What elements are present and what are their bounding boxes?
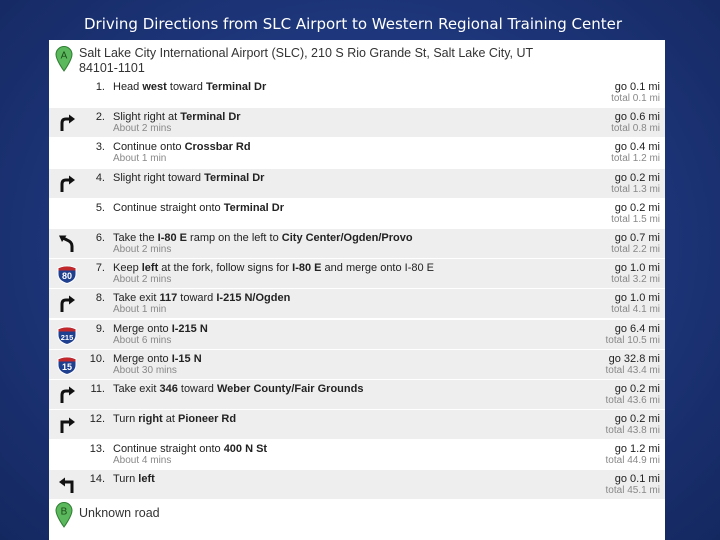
step-duration: About 1 min	[113, 304, 167, 316]
step-instruction	[113, 353, 202, 365]
step-number: 14.	[89, 473, 105, 486]
step-text: Continue onto	[113, 141, 185, 154]
direction-step[interactable]	[49, 169, 665, 198]
step-number: 13.	[89, 443, 105, 456]
ramp-left-icon	[57, 234, 77, 254]
step-total-distance: total 1.3 mi	[611, 183, 660, 195]
step-road-name: I-80 E	[292, 262, 322, 275]
step-text: Continue straight onto	[113, 443, 224, 456]
step-text: Slight right toward	[113, 171, 205, 184]
step-road-name: City Center/Ogden/Provo	[281, 231, 413, 244]
direction-step[interactable]	[49, 78, 665, 107]
directions-steps-list	[49, 78, 665, 501]
step-text: Take the	[113, 231, 158, 244]
slide-title: Driving Directions from SLC Airport to Western Regional Training Center	[83, 15, 622, 33]
step-distance: go 0.2 mi	[614, 382, 660, 395]
step-distance: go 0.2 mi	[614, 201, 660, 214]
step-text: at	[162, 413, 179, 426]
slight-right-icon	[57, 113, 77, 133]
step-distance: go 0.7 mi	[614, 231, 660, 244]
step-duration: About 2 mins	[113, 274, 172, 286]
slight-right-icon	[57, 174, 77, 194]
step-road-name: Terminal Dr	[180, 111, 241, 124]
direction-step[interactable]	[49, 289, 665, 318]
step-distance: go 1.2 mi	[614, 443, 660, 456]
step-duration: About 2 mins	[113, 123, 172, 135]
step-total-distance: total 0.8 mi	[611, 123, 660, 135]
step-total-distance: total 0.1 mi	[611, 93, 660, 104]
start-marker-icon[interactable]	[55, 46, 73, 72]
step-road-name: I-15 N	[171, 352, 202, 365]
end-marker-letter: B	[60, 506, 68, 518]
end-address: Unknown road	[79, 506, 160, 520]
step-text: Turn	[113, 413, 139, 426]
step-duration: About 4 mins	[113, 455, 172, 467]
step-instruction	[113, 232, 413, 244]
step-number: 2.	[95, 111, 105, 124]
start-address: Salt Lake City International Airport (SLC), 210 S Rio Grande St, Salt Lake City, UT 84101-1101	[79, 46, 533, 75]
step-number: 8.	[95, 292, 105, 305]
step-number: 12.	[89, 413, 105, 426]
svg-text:215: 215	[60, 332, 74, 342]
step-road-name: right	[138, 413, 163, 426]
interstate-80-icon	[57, 264, 77, 284]
direction-step[interactable]	[49, 470, 665, 499]
step-instruction	[113, 141, 251, 153]
step-duration: About 1 min	[113, 153, 167, 165]
step-text: ramp on the left to	[187, 231, 282, 244]
step-road-name: I-215 N/Ogden	[216, 292, 291, 305]
step-text: toward	[177, 292, 217, 305]
step-number: 6.	[95, 231, 105, 244]
step-total-distance: total 45.1 mi	[605, 485, 660, 497]
step-road-name: I-215 N	[171, 322, 208, 335]
step-distance: go 6.4 mi	[614, 322, 660, 335]
step-instruction	[113, 81, 266, 93]
step-instruction	[113, 473, 155, 485]
step-text: Take exit	[113, 382, 160, 395]
step-total-distance: total 4.1 mi	[611, 304, 660, 316]
step-text: toward	[177, 382, 217, 395]
step-text: Turn	[113, 473, 139, 486]
direction-step[interactable]	[49, 199, 665, 228]
step-text: Merge onto	[113, 352, 172, 365]
step-number: 1.	[95, 81, 105, 93]
step-total-distance: total 2.2 mi	[611, 243, 660, 255]
svg-text:15: 15	[61, 361, 73, 372]
step-text: at the fork, follow signs for	[158, 262, 293, 275]
step-instruction	[113, 111, 241, 123]
step-instruction	[113, 323, 208, 335]
step-instruction	[113, 202, 284, 214]
step-text: Take exit	[113, 292, 160, 305]
step-distance: go 1.0 mi	[614, 292, 660, 305]
step-road-name: Terminal Dr	[205, 81, 267, 93]
step-road-name: left	[138, 473, 155, 486]
turn-left-icon	[57, 475, 77, 495]
step-number: 9.	[95, 322, 105, 335]
step-duration: About 30 mins	[113, 364, 177, 376]
step-total-distance: total 43.6 mi	[605, 394, 660, 406]
step-total-distance: total 3.2 mi	[611, 274, 660, 286]
step-road-name: Terminal Dr	[204, 171, 265, 184]
interstate-215-icon	[57, 325, 77, 345]
step-number: 7.	[95, 262, 105, 275]
step-distance: go 0.1 mi	[614, 81, 660, 93]
step-road-name: Terminal Dr	[223, 201, 284, 214]
direction-step[interactable]	[49, 440, 665, 469]
step-road-name: 346	[159, 382, 178, 395]
step-total-distance: total 1.5 mi	[611, 213, 660, 225]
step-instruction	[113, 383, 363, 395]
step-road-name: I-80 E	[157, 231, 187, 244]
step-text: toward	[166, 81, 206, 93]
svg-text:80: 80	[61, 271, 73, 282]
step-distance: go 0.6 mi	[614, 111, 660, 124]
step-number: 11.	[90, 382, 105, 395]
step-text: Slight right at	[113, 111, 181, 124]
step-total-distance: total 43.4 mi	[605, 364, 660, 376]
direction-step[interactable]	[49, 380, 665, 409]
step-text: Head	[113, 81, 143, 93]
step-distance: go 0.1 mi	[614, 473, 660, 486]
directions-panel	[49, 40, 665, 540]
slight-right-icon	[57, 385, 77, 405]
step-distance: go 0.4 mi	[614, 141, 660, 154]
step-total-distance: total 1.2 mi	[611, 153, 660, 165]
step-road-name: Crossbar Rd	[184, 141, 251, 154]
start-marker-letter: A	[60, 50, 68, 62]
end-marker-icon[interactable]	[55, 502, 73, 528]
step-instruction	[113, 443, 267, 455]
step-distance: go 0.2 mi	[614, 171, 660, 184]
direction-step[interactable]	[49, 410, 665, 439]
direction-step[interactable]	[49, 138, 665, 167]
step-instruction	[113, 172, 264, 184]
interstate-15-icon	[57, 355, 77, 375]
step-number: 4.	[95, 171, 105, 184]
direction-step[interactable]	[49, 229, 665, 258]
step-number: 10.	[89, 352, 105, 365]
step-duration: About 2 mins	[113, 243, 172, 255]
slight-right-icon	[57, 294, 77, 314]
step-road-name: 117	[159, 292, 178, 305]
step-road-name: west	[142, 81, 167, 93]
step-road-name: Pioneer Rd	[178, 413, 237, 426]
step-road-name: Weber County/Fair Grounds	[216, 382, 364, 395]
step-distance: go 32.8 mi	[608, 352, 660, 365]
step-distance: go 0.2 mi	[614, 413, 660, 426]
step-number: 3.	[95, 141, 105, 154]
step-distance: go 1.0 mi	[614, 262, 660, 275]
direction-step[interactable]	[49, 350, 665, 379]
step-duration: About 6 mins	[113, 334, 172, 346]
direction-step[interactable]	[49, 320, 665, 349]
step-total-distance: total 43.8 mi	[605, 425, 660, 437]
step-total-distance: total 44.9 mi	[605, 455, 660, 467]
turn-right-icon	[57, 415, 77, 435]
step-instruction	[113, 292, 290, 304]
step-text: Keep	[113, 262, 142, 275]
step-total-distance: total 10.5 mi	[605, 334, 660, 346]
step-text: Merge onto	[113, 322, 172, 335]
step-road-name: left	[141, 262, 159, 275]
step-instruction	[113, 413, 236, 425]
step-instruction	[113, 262, 434, 274]
direction-step[interactable]	[49, 108, 665, 137]
step-text: Continue straight onto	[113, 201, 224, 214]
step-text: and merge onto I-80 E	[321, 262, 435, 275]
direction-step[interactable]	[49, 259, 665, 288]
step-road-name: 400 N St	[223, 443, 268, 456]
step-number: 5.	[95, 201, 105, 214]
